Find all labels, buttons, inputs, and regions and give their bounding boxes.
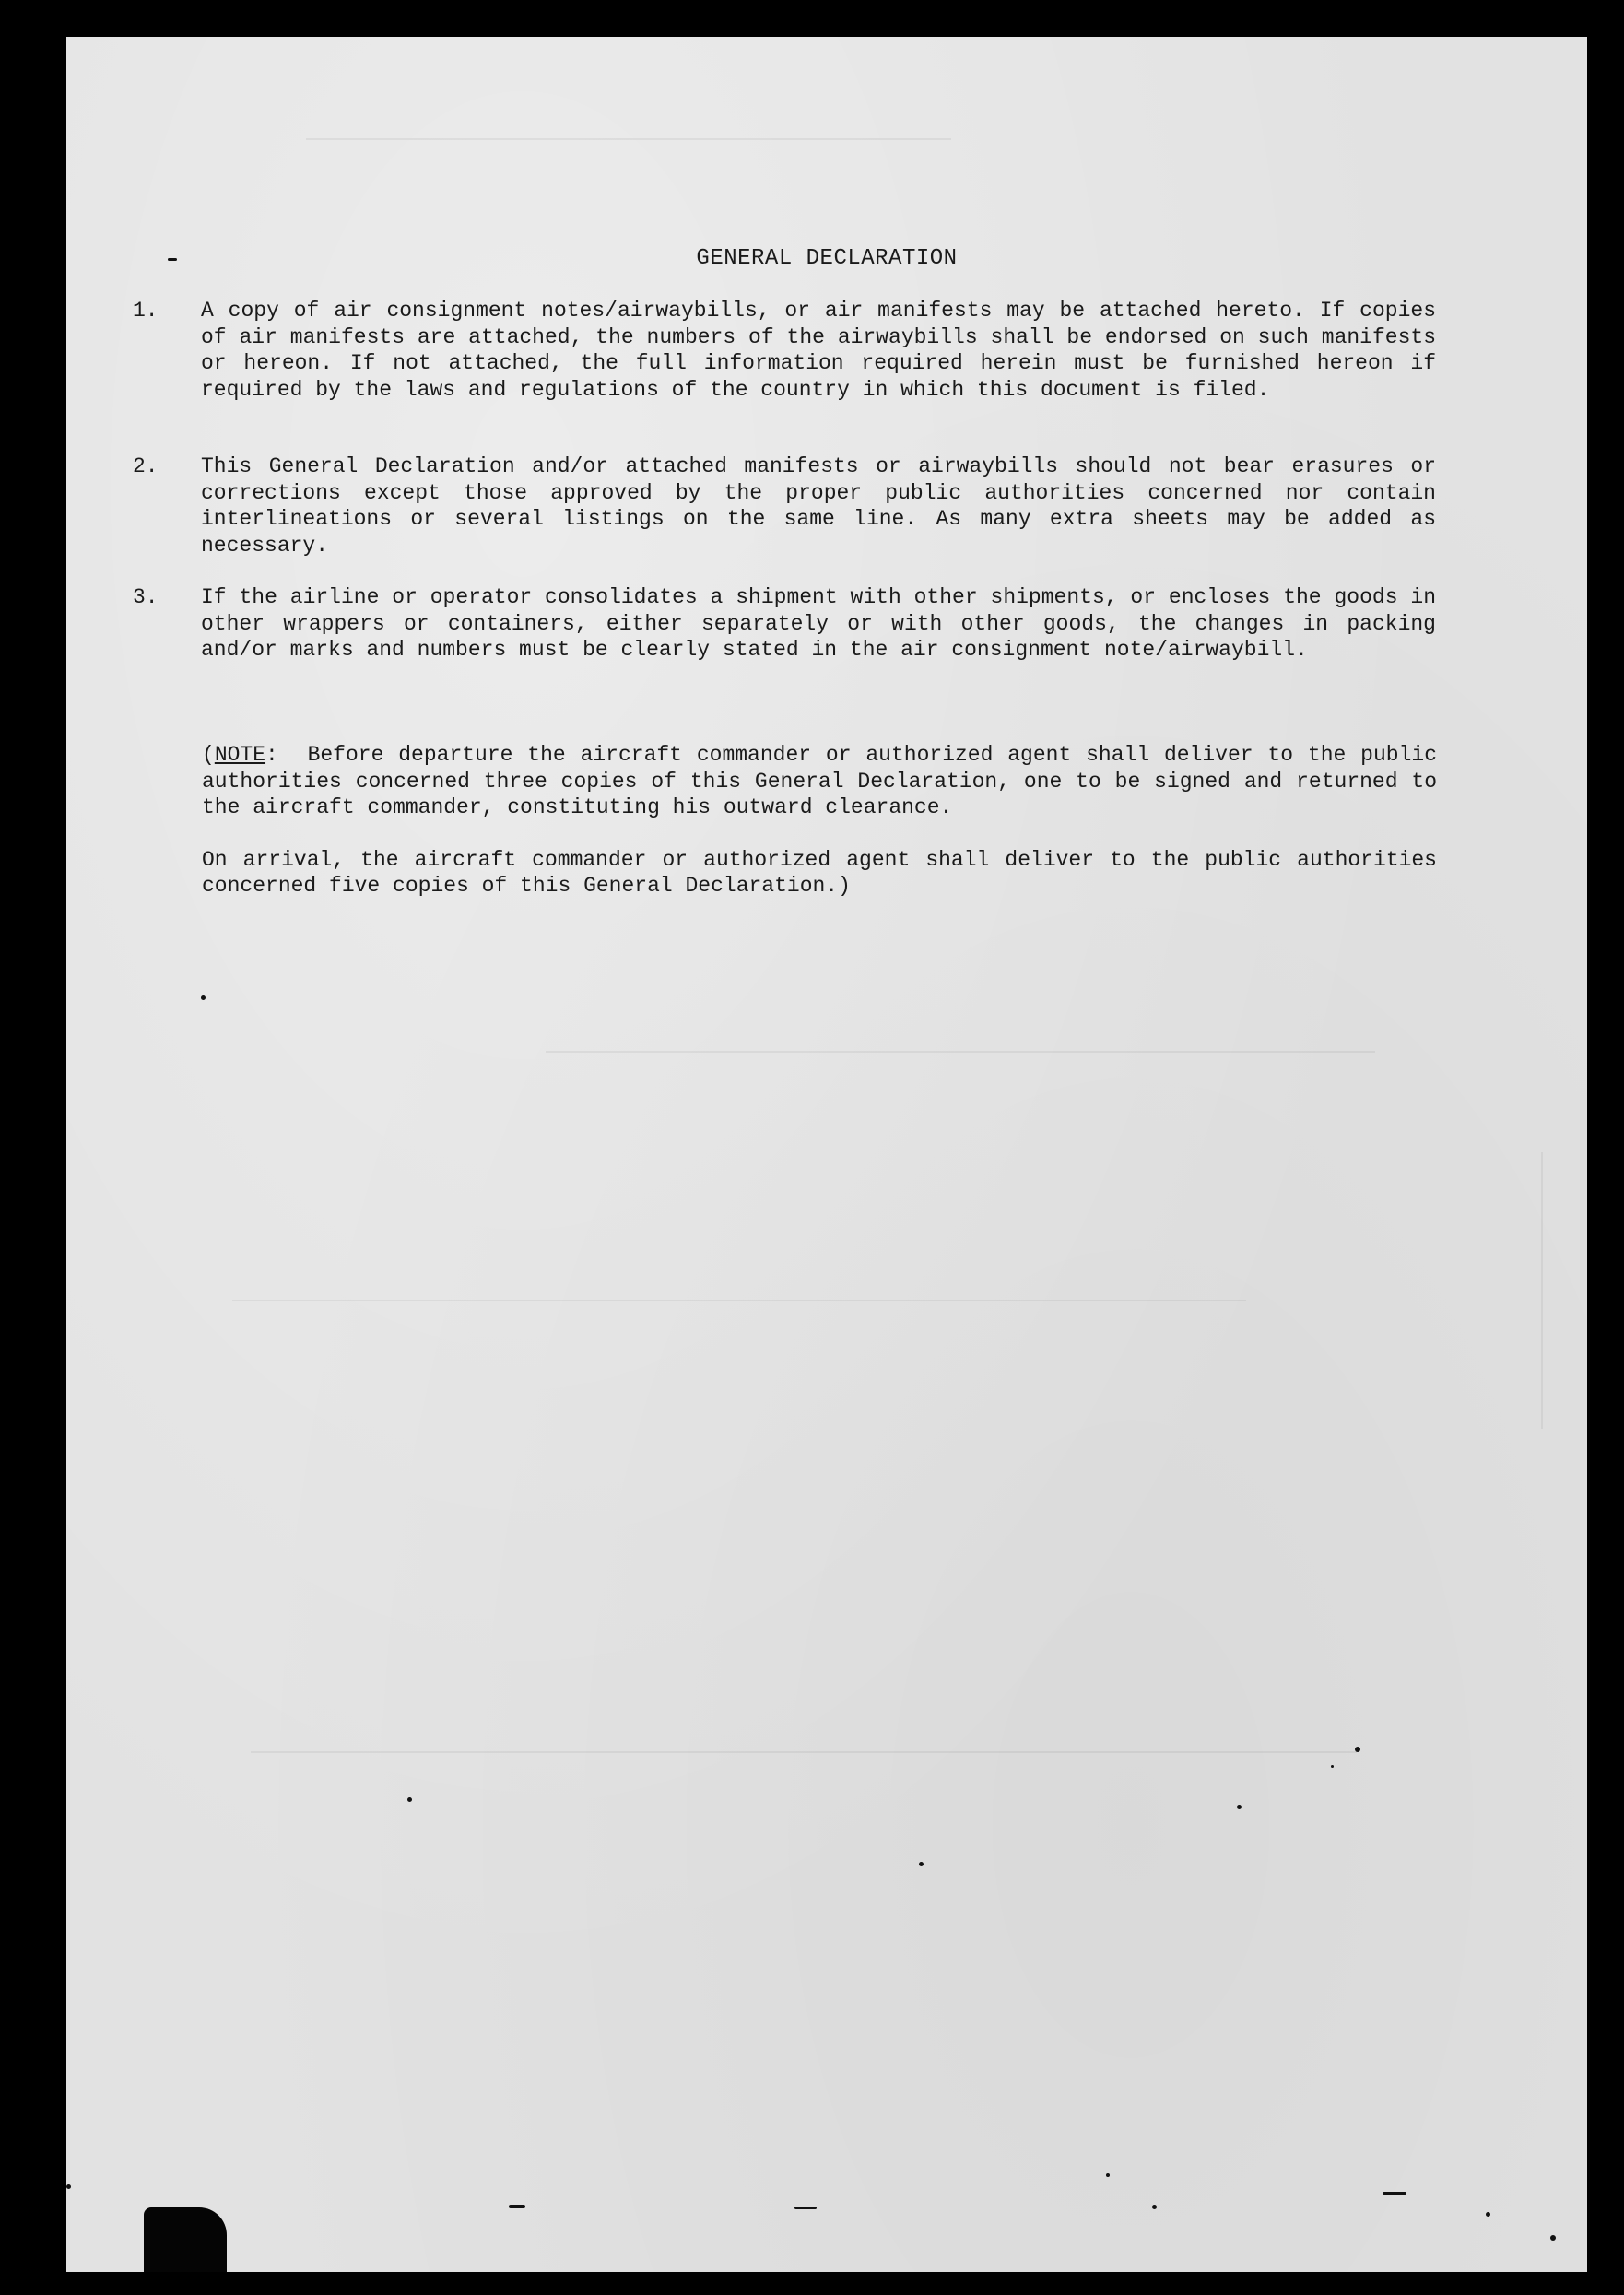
item-number: 1.	[133, 299, 159, 323]
item-text: If the airline or operator consolidates a shipment with other shipments, or encloses the goods in other wrappers or containers, either separately or with other goods, the changes in packing and/or marks and numbers must be clearly stated in the air consignment note/airwaybill.	[201, 585, 1436, 662]
scan-blot	[144, 2207, 227, 2272]
declaration-item-1	[133, 298, 1436, 403]
note-colon: :	[265, 743, 278, 767]
item-text: This General Declaration and/or attached manifests or airwaybills should not bear erasures or corrections except those approved by the proper public authorities concerned nor contain interlineations or several listings on the same line. As many extra sheets may be added as necessary.	[201, 454, 1436, 558]
note-text-2: On arrival, the aircraft commander or authorized agent shall deliver to the public authorities concerned five copies of this General Declaration.)	[202, 847, 1437, 898]
note-open-paren: (	[202, 743, 215, 767]
scan-speck	[919, 1862, 924, 1866]
scan-speck	[168, 258, 177, 261]
scan-speck	[1486, 2212, 1490, 2217]
scan-speck	[407, 1797, 412, 1802]
bleed-through-line	[306, 138, 951, 140]
scan-speck	[794, 2207, 817, 2209]
scan-speck	[1152, 2205, 1157, 2209]
declaration-item-2	[133, 453, 1436, 559]
note-label: NOTE	[214, 743, 266, 767]
note-paragraph-1	[202, 742, 1437, 821]
scan-speck	[509, 2205, 525, 2208]
scan-speck	[1383, 2192, 1406, 2195]
scan-speck	[66, 2184, 71, 2189]
scan-speck	[1550, 2235, 1556, 2241]
scan-speck	[1237, 1805, 1242, 1809]
bleed-through-line	[232, 1300, 1246, 1301]
scan-speck	[1355, 1747, 1360, 1752]
declaration-item-3	[133, 584, 1436, 664]
scan-speck	[1106, 2173, 1110, 2177]
item-number: 3.	[133, 585, 159, 609]
scan-speck	[201, 995, 206, 1000]
note-block	[202, 742, 1437, 900]
bleed-through-line	[251, 1751, 1357, 1753]
item-text: A copy of air consignment notes/airwaybills, or air manifests may be attached hereto. If copies of air manifests are attached, the numbers of the airwaybills shall be endorsed on such manifests or hereon. If not attached, the full information required herein must be furnished hereon if required by the laws and regulations of the country in which this document is filed.	[201, 299, 1436, 402]
document-page	[66, 37, 1587, 2272]
note-text-1: Before departure the aircraft commander or authorized agent shall deliver to the public authorities concerned three copies of this General Declaration, one to be signed and returned to the aircraft commander, constituting his outward clearance.	[202, 743, 1438, 819]
bleed-through-line	[546, 1051, 1375, 1053]
document-title: GENERAL DECLARATION	[696, 246, 958, 271]
item-number: 2.	[133, 454, 159, 478]
scan-speck	[1331, 1765, 1334, 1768]
bleed-through-line	[1541, 1152, 1543, 1429]
